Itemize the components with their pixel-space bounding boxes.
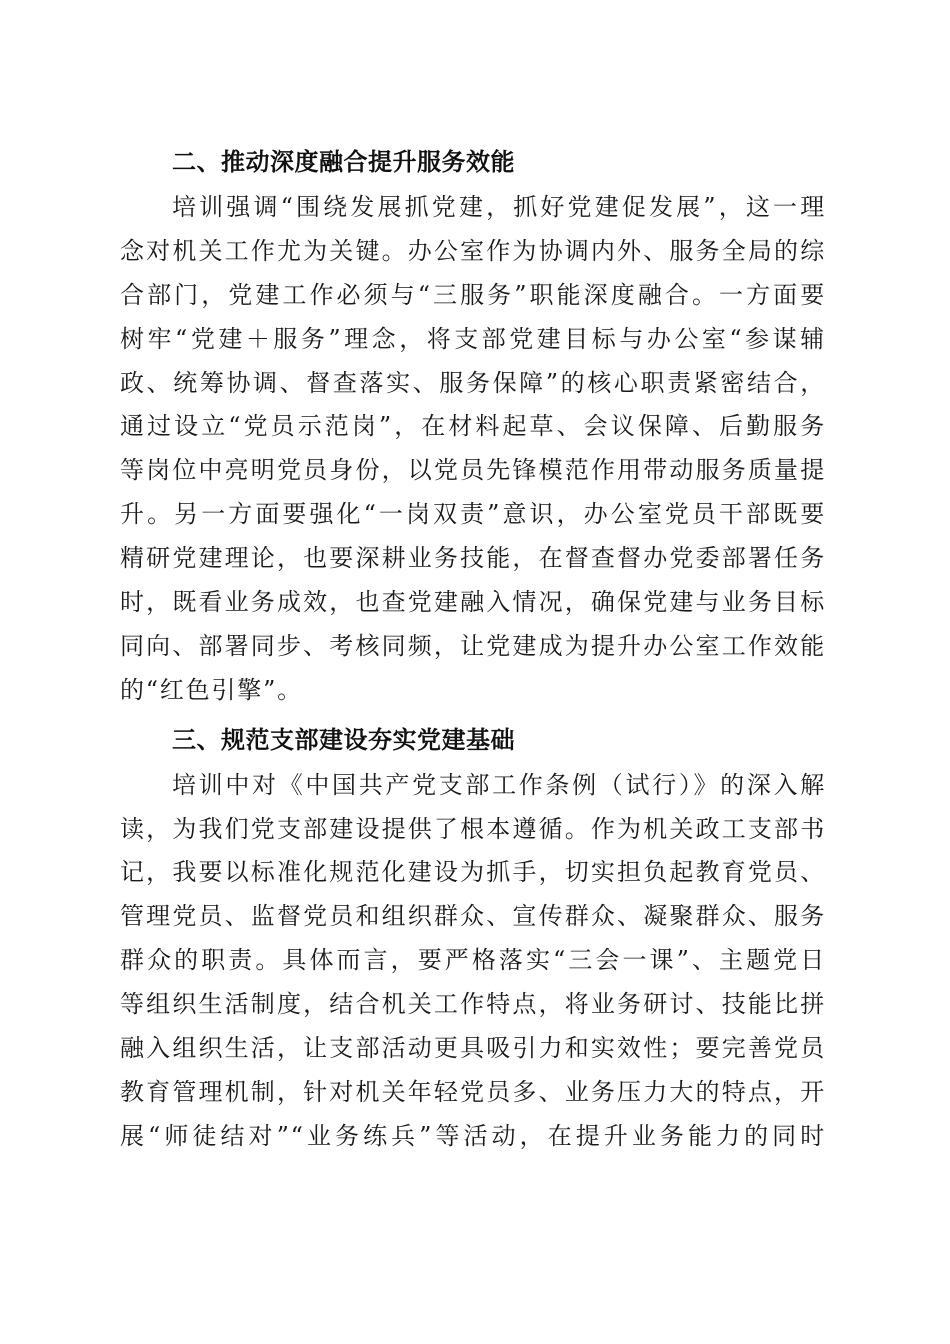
paragraph-line: 政、统筹协调、督查落实、服务保障”的核心职责紧密结合，	[120, 368, 826, 397]
paragraph-line: 通过设立“党员示范岗”，在材料起草、会议保障、后勤服务	[120, 412, 826, 441]
paragraph-line: 升。另一方面要强化“一岗双责”意识，办公室党员干部既要	[120, 500, 826, 529]
paragraph-line: 精研党建理论，也要深耕业务技能，在督查督办党委部署任务	[120, 544, 826, 573]
paragraph-line: 的“红色引擎”。	[120, 675, 303, 704]
paragraph-line: 等岗位中亮明党员身份，以党员先锋模范作用带动服务质量提	[120, 456, 826, 485]
paragraph-line: 教育管理机制，针对机关年轻党员多、业务压力大的特点，开	[120, 1077, 826, 1106]
paragraph-line: 培训中对《中国共产党支部工作条例（试行）》的深入解	[172, 770, 826, 799]
paragraph-line: 时，既看业务成效，也查党建融入情况，确保党建与业务目标	[120, 588, 826, 617]
paragraph-line: 融入组织生活，让支部活动更具吸引力和实效性；要完善党员	[120, 1034, 826, 1063]
paragraph-line: 记，我要以标准化规范化建设为抓手，切实担负起教育党员、	[120, 858, 826, 887]
document-page	[120, 143, 826, 1159]
paragraph-line: 管理党员、监督党员和组织群众、宣传群众、凝聚群众、服务	[120, 902, 826, 931]
section-2-paragraph	[120, 186, 826, 713]
paragraph-line: 同向、部署同步、考核同频，让党建成为提升办公室工作效能	[120, 631, 826, 660]
section-heading-3: 三、规范支部建设夯实党建基础	[172, 725, 515, 754]
paragraph-line: 群众的职责。具体而言，要严格落实“三会一课”、主题党日	[120, 946, 826, 975]
paragraph-line: 等组织生活制度，结合机关工作特点，将业务研讨、技能比拼	[120, 990, 826, 1019]
paragraph-line: 展“师徒结对”“业务练兵”等活动，在提升业务能力的同时	[120, 1121, 826, 1150]
paragraph-line: 读，为我们党支部建设提供了根本遵循。作为机关政工支部书	[120, 814, 826, 843]
paragraph-line: 树牢“党建＋服务”理念，将支部党建目标与办公室“参谋辅	[120, 324, 826, 353]
paragraph-line: 念对机关工作尤为关键。办公室作为协调内外、服务全局的综	[120, 236, 826, 265]
paragraph-line: 合部门，党建工作必须与“三服务”职能深度融合。一方面要	[120, 280, 826, 309]
section-heading-2: 二、推动深度融合提升服务效能	[172, 148, 515, 176]
section-3-paragraph	[120, 764, 826, 1159]
paragraph-line: 培训强调“围绕发展抓党建，抓好党建促发展”，这一理	[172, 193, 826, 221]
